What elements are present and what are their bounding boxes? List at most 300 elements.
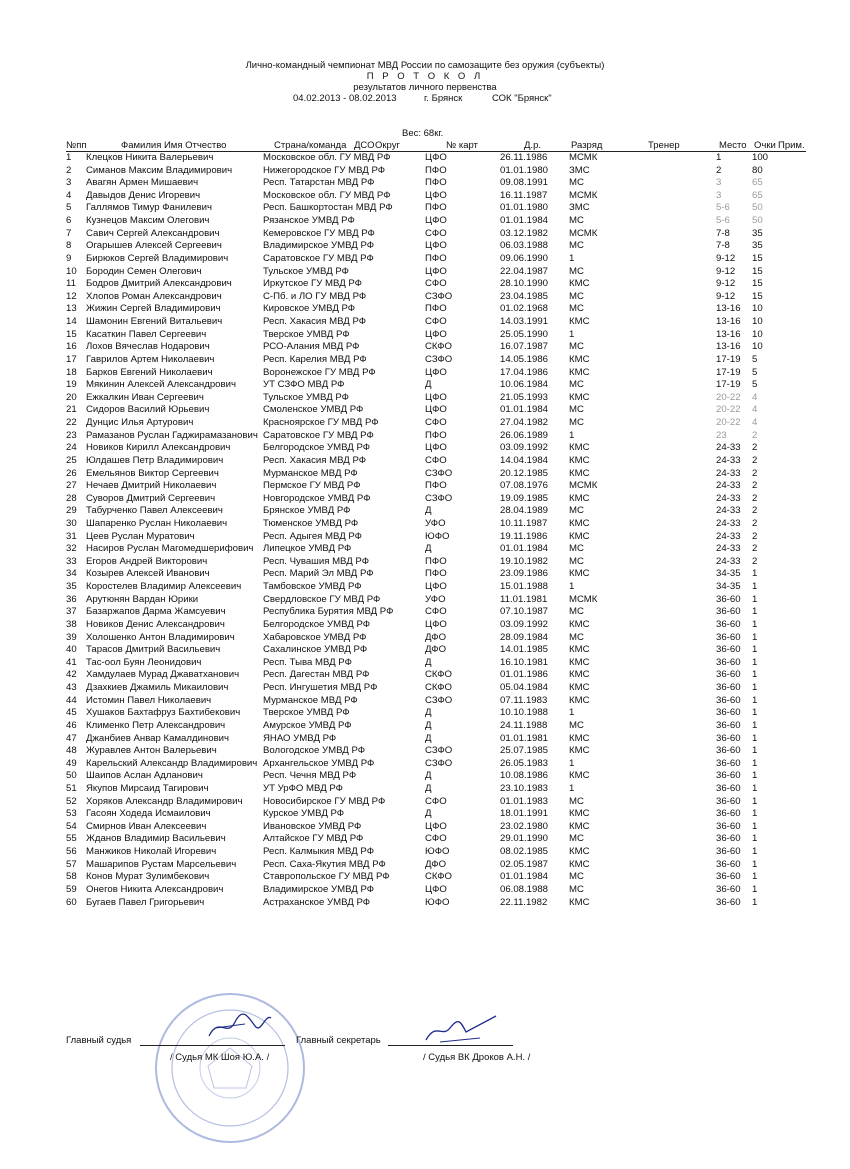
col-name: Фамилия Имя Отчество bbox=[121, 140, 227, 151]
cell-sport-rank: 1 bbox=[569, 581, 575, 593]
cell-athlete-name: Огарышев Алексей Сергеевич bbox=[86, 240, 222, 252]
cell-athlete-name: Холошенко Антон Владимирович bbox=[86, 631, 235, 643]
cell-sport-rank: КМС bbox=[569, 770, 590, 782]
cell-team-name: Новгородское УМВД РФ bbox=[263, 492, 371, 504]
cell-team-name: Саратовское ГУ МВД РФ bbox=[263, 252, 374, 264]
cell-team-name: Амурское УМВД РФ bbox=[263, 719, 352, 731]
table-row bbox=[0, 379, 850, 392]
cell-place: 24-33 bbox=[716, 442, 741, 454]
cell-district: УФО bbox=[425, 593, 446, 605]
cell-row-number: 33 bbox=[66, 555, 77, 567]
cell-birth-date: 07.08.1976 bbox=[500, 480, 549, 492]
cell-row-number: 9 bbox=[66, 252, 72, 264]
cell-points: 1 bbox=[752, 808, 758, 820]
protocol-title: Лично-командный чемпионат МВД России по самозащите без оружия (субъекты) bbox=[245, 60, 605, 71]
cell-birth-date: 10.11.1987 bbox=[500, 517, 548, 529]
cell-athlete-name: Тас-оол Буян Леонидович bbox=[86, 656, 202, 668]
cell-sport-rank: КМС bbox=[569, 618, 590, 630]
cell-place: 17-19 bbox=[716, 366, 741, 378]
table-row bbox=[0, 493, 850, 506]
cell-sport-rank: МС bbox=[569, 543, 584, 555]
cell-athlete-name: Манжиков Николай Игоревич bbox=[86, 846, 217, 858]
cell-row-number: 54 bbox=[66, 820, 77, 832]
cell-place: 36-60 bbox=[716, 707, 741, 719]
cell-athlete-name: Бугаев Павел Григорьевич bbox=[86, 896, 205, 908]
cell-place: 36-60 bbox=[716, 745, 741, 757]
cell-district: ПФО bbox=[425, 568, 447, 580]
cell-place: 3 bbox=[716, 189, 722, 201]
cell-sport-rank: КМС bbox=[569, 669, 590, 681]
cell-points: 1 bbox=[752, 757, 758, 769]
cell-place: 24-33 bbox=[716, 454, 741, 466]
cell-team-name: Кемеровское ГУ МВД РФ bbox=[263, 227, 375, 239]
cell-place: 36-60 bbox=[716, 846, 741, 858]
cell-sport-rank: 1 bbox=[569, 707, 575, 719]
cell-athlete-name: Бородин Семен Олегович bbox=[86, 265, 202, 277]
cell-athlete-name: Джанбиев Анвар Камалдинович bbox=[86, 732, 230, 744]
cell-district: Д bbox=[425, 379, 432, 391]
cell-team-name: Сахалинское УМВД РФ bbox=[263, 644, 368, 656]
cell-points: 1 bbox=[752, 846, 758, 858]
cell-athlete-name: Нечаев Дмитрий Николаевич bbox=[86, 480, 217, 492]
cell-birth-date: 02.05.1987 bbox=[500, 858, 549, 870]
cell-place: 36-60 bbox=[716, 606, 741, 618]
cell-sport-rank: МС bbox=[569, 871, 584, 883]
cell-district: ЦФО bbox=[425, 618, 447, 630]
cell-points: 2 bbox=[752, 454, 758, 466]
cell-athlete-name: Цеев Руслан Муратович bbox=[86, 530, 195, 542]
cell-district: СКФО bbox=[425, 871, 452, 883]
cell-sport-rank: КМС bbox=[569, 896, 590, 908]
cell-district: ПФО bbox=[425, 303, 447, 315]
col-card: № карт bbox=[446, 140, 478, 151]
cell-place: 36-60 bbox=[716, 618, 741, 630]
cell-row-number: 60 bbox=[66, 896, 77, 908]
cell-sport-rank: МС bbox=[569, 177, 584, 189]
cell-athlete-name: Сидоров Василий Юрьевич bbox=[86, 404, 210, 416]
table-row bbox=[0, 543, 850, 556]
cell-birth-date: 01.01.1984 bbox=[500, 871, 549, 883]
cell-team-name: Респ. Хакасия МВД РФ bbox=[263, 454, 367, 466]
cell-athlete-name: Хоряков Александр Владимирович bbox=[86, 795, 243, 807]
cell-team-name: УТ СЗФО МВД РФ bbox=[263, 379, 345, 391]
table-row bbox=[0, 455, 850, 468]
cell-athlete-name: Бирюков Сергей Владимирович bbox=[86, 252, 229, 264]
cell-place: 13-16 bbox=[716, 341, 741, 353]
cell-athlete-name: Тарасов Дмитрий Васильевич bbox=[86, 644, 221, 656]
cell-district: ЦФО bbox=[425, 152, 447, 163]
cell-team-name: Респ. Татарстан МВД РФ bbox=[263, 177, 375, 189]
event-dates: 04.02.2013 - 08.02.2013 bbox=[293, 93, 397, 104]
protocol-subtitle: результатов личного первенства bbox=[353, 82, 497, 93]
cell-sport-rank: 1 bbox=[569, 328, 575, 340]
cell-points: 1 bbox=[752, 669, 758, 681]
cell-place: 17-19 bbox=[716, 353, 741, 365]
cell-sport-rank: КМС bbox=[569, 745, 590, 757]
cell-points: 1 bbox=[752, 682, 758, 694]
cell-district: СФО bbox=[425, 417, 447, 429]
cell-birth-date: 25.05.1990 bbox=[500, 328, 549, 340]
cell-row-number: 19 bbox=[66, 379, 77, 391]
cell-sport-rank: КМС bbox=[569, 316, 590, 328]
table-row bbox=[0, 897, 850, 910]
cell-athlete-name: Лохов Вячеслав Нодарович bbox=[86, 341, 210, 353]
cell-team-name: Тульское УМВД РФ bbox=[263, 265, 349, 277]
cell-athlete-name: Суворов Дмитрий Сергеевич bbox=[86, 492, 216, 504]
table-row bbox=[0, 644, 850, 657]
judge-signature bbox=[205, 1008, 275, 1043]
cell-place: 23 bbox=[716, 429, 727, 441]
cell-place: 2 bbox=[716, 164, 722, 176]
cell-row-number: 28 bbox=[66, 492, 77, 504]
cell-points: 15 bbox=[752, 252, 763, 264]
cell-birth-date: 01.01.1980 bbox=[500, 202, 549, 214]
cell-points: 1 bbox=[752, 883, 758, 895]
cell-district: Д bbox=[425, 656, 432, 668]
cell-birth-date: 23.09.1986 bbox=[500, 568, 549, 580]
cell-points: 1 bbox=[752, 618, 758, 630]
table-row bbox=[0, 165, 850, 178]
cell-row-number: 52 bbox=[66, 795, 77, 807]
cell-sport-rank: 1 bbox=[569, 252, 575, 264]
cell-points: 1 bbox=[752, 745, 758, 757]
cell-place: 9-12 bbox=[716, 290, 736, 302]
cell-row-number: 14 bbox=[66, 316, 77, 328]
cell-district: ЦФО bbox=[425, 366, 447, 378]
cell-sport-rank: МС bbox=[569, 833, 584, 845]
cell-district: ЦФО bbox=[425, 240, 447, 252]
cell-birth-date: 03.09.1992 bbox=[500, 618, 549, 630]
cell-birth-date: 16.07.1987 bbox=[500, 341, 549, 353]
cell-place: 7-8 bbox=[716, 240, 730, 252]
cell-place: 9-12 bbox=[716, 265, 736, 277]
cell-district: СЗФО bbox=[425, 290, 453, 302]
cell-district: ЦФО bbox=[425, 883, 447, 895]
cell-athlete-name: Коростелев Владимир Алексеевич bbox=[86, 581, 242, 593]
cell-row-number: 1 bbox=[66, 152, 72, 163]
cell-birth-date: 10.06.1984 bbox=[500, 379, 549, 391]
cell-place: 1 bbox=[716, 152, 722, 163]
cell-district: Д bbox=[425, 808, 432, 820]
cell-district: ПФО bbox=[425, 252, 447, 264]
cell-row-number: 39 bbox=[66, 631, 77, 643]
cell-points: 2 bbox=[752, 429, 758, 441]
cell-place: 13-16 bbox=[716, 316, 741, 328]
cell-athlete-name: Хамдулаев Мурад Джаватханович bbox=[86, 669, 240, 681]
cell-athlete-name: Хушаков Бахтафруз Бахтибекович bbox=[86, 707, 241, 719]
cell-team-name: Ивановское УМВД РФ bbox=[263, 820, 362, 832]
cell-birth-date: 07.11.1983 bbox=[500, 694, 548, 706]
cell-row-number: 48 bbox=[66, 745, 77, 757]
cell-birth-date: 27.04.1982 bbox=[500, 417, 549, 429]
cell-team-name: Вологодское УМВД РФ bbox=[263, 745, 366, 757]
cell-district: СФО bbox=[425, 227, 447, 239]
cell-sport-rank: КМС bbox=[569, 644, 590, 656]
cell-points: 1 bbox=[752, 707, 758, 719]
cell-sport-rank: МС bbox=[569, 555, 584, 567]
cell-team-name: Астраханское УМВД РФ bbox=[263, 896, 371, 908]
col-okrug: Округ bbox=[375, 140, 400, 151]
col-bd: Д.р. bbox=[524, 140, 541, 151]
cell-birth-date: 14.05.1986 bbox=[500, 353, 549, 365]
cell-athlete-name: Касаткин Павел Сергеевич bbox=[86, 328, 207, 340]
cell-athlete-name: Смирнов Иван Алексеевич bbox=[86, 820, 207, 832]
cell-row-number: 42 bbox=[66, 669, 77, 681]
cell-team-name: Тамбовское УМВД РФ bbox=[263, 581, 362, 593]
cell-points: 5 bbox=[752, 353, 758, 365]
cell-team-name: Респ. Тыва МВД РФ bbox=[263, 656, 352, 668]
cell-team-name: ЯНАО УМВД РФ bbox=[263, 732, 337, 744]
cell-points: 1 bbox=[752, 732, 758, 744]
cell-athlete-name: Насиров Руслан Магомедшерифович bbox=[86, 543, 254, 555]
cell-points: 5 bbox=[752, 379, 758, 391]
table-row bbox=[0, 505, 850, 518]
cell-team-name: Свердловское ГУ МВД РФ bbox=[263, 593, 381, 605]
table-row bbox=[0, 556, 850, 569]
cell-points: 1 bbox=[752, 694, 758, 706]
cell-sport-rank: МС bbox=[569, 719, 584, 731]
cell-points: 4 bbox=[752, 404, 758, 416]
table-row bbox=[0, 531, 850, 544]
cell-points: 15 bbox=[752, 290, 763, 302]
cell-team-name: С-Пб. и ЛО ГУ МВД РФ bbox=[263, 290, 367, 302]
cell-team-name: Нижегородское ГУ МВД РФ bbox=[263, 164, 386, 176]
table-header bbox=[66, 139, 806, 152]
cell-sport-rank: МС bbox=[569, 265, 584, 277]
cell-birth-date: 22.04.1987 bbox=[500, 265, 549, 277]
cell-team-name: Тверское УМВД РФ bbox=[263, 707, 350, 719]
cell-place: 36-60 bbox=[716, 757, 741, 769]
cell-athlete-name: Егоров Андрей Викторович bbox=[86, 555, 208, 567]
cell-sport-rank: КМС bbox=[569, 846, 590, 858]
cell-sport-rank: КМС bbox=[569, 454, 590, 466]
cell-points: 100 bbox=[752, 152, 769, 163]
cell-birth-date: 16.11.1987 bbox=[500, 189, 548, 201]
table-row bbox=[0, 303, 850, 316]
cell-team-name: Тверское УМВД РФ bbox=[263, 328, 350, 340]
cell-row-number: 6 bbox=[66, 215, 72, 227]
cell-birth-date: 23.02.1980 bbox=[500, 820, 549, 832]
cell-row-number: 15 bbox=[66, 328, 77, 340]
cell-points: 65 bbox=[752, 177, 763, 189]
cell-district: ПФО bbox=[425, 177, 447, 189]
cell-birth-date: 08.02.1985 bbox=[500, 846, 549, 858]
cell-team-name: Тюменское УМВД РФ bbox=[263, 517, 359, 529]
cell-sport-rank: КМС bbox=[569, 732, 590, 744]
cell-district: Д bbox=[425, 719, 432, 731]
event-venue: СОК "Брянск" bbox=[492, 93, 552, 104]
secretary-name: / Судья ВК Дроков А.Н. / bbox=[423, 1052, 531, 1063]
cell-sport-rank: МС bbox=[569, 341, 584, 353]
cell-sport-rank: МСМК bbox=[569, 189, 598, 201]
cell-row-number: 41 bbox=[66, 656, 77, 668]
col-coach: Тренер bbox=[648, 140, 680, 151]
cell-team-name: Московское обл. ГУ МВД РФ bbox=[263, 189, 391, 201]
cell-team-name: Белгородское УМВД РФ bbox=[263, 618, 371, 630]
cell-row-number: 10 bbox=[66, 265, 77, 277]
cell-sport-rank: МС bbox=[569, 417, 584, 429]
cell-place: 17-19 bbox=[716, 379, 741, 391]
table-row bbox=[0, 632, 850, 645]
cell-athlete-name: Гаврилов Артем Николаевич bbox=[86, 353, 215, 365]
cell-athlete-name: Галлямов Тимур Фанилевич bbox=[86, 202, 212, 214]
cell-athlete-name: Клецков Никита Валерьевич bbox=[86, 152, 214, 163]
cell-place: 24-33 bbox=[716, 530, 741, 542]
cell-athlete-name: Давыдов Денис Игоревич bbox=[86, 189, 201, 201]
cell-points: 1 bbox=[752, 896, 758, 908]
cell-place: 9-12 bbox=[716, 252, 736, 264]
cell-points: 80 bbox=[752, 164, 763, 176]
cell-team-name: Красноярское ГУ МВД РФ bbox=[263, 417, 379, 429]
cell-team-name: Мурманское МВД РФ bbox=[263, 694, 358, 706]
cell-row-number: 38 bbox=[66, 618, 77, 630]
table-row bbox=[0, 695, 850, 708]
cell-row-number: 56 bbox=[66, 846, 77, 858]
cell-place: 36-60 bbox=[716, 631, 741, 643]
protocol-heading: П Р О Т О К О Л bbox=[366, 71, 484, 82]
cell-district: ЮФО bbox=[425, 530, 450, 542]
cell-district: ЦФО bbox=[425, 189, 447, 201]
cell-row-number: 44 bbox=[66, 694, 77, 706]
cell-district: СКФО bbox=[425, 682, 452, 694]
cell-birth-date: 17.04.1986 bbox=[500, 366, 549, 378]
cell-athlete-name: Барков Евгений Николаевич bbox=[86, 366, 213, 378]
cell-row-number: 20 bbox=[66, 391, 77, 403]
cell-sport-rank: МС bbox=[569, 795, 584, 807]
cell-row-number: 5 bbox=[66, 202, 72, 214]
table-row bbox=[0, 177, 850, 190]
cell-team-name: Респ. Чувашия МВД РФ bbox=[263, 555, 369, 567]
cell-athlete-name: Кузнецов Максим Олегович bbox=[86, 215, 210, 227]
table-row bbox=[0, 518, 850, 531]
cell-row-number: 46 bbox=[66, 719, 77, 731]
cell-team-name: Респ. Марий Эл МВД РФ bbox=[263, 568, 374, 580]
cell-row-number: 18 bbox=[66, 366, 77, 378]
table-row bbox=[0, 442, 850, 455]
cell-team-name: Архангельское УМВД РФ bbox=[263, 757, 375, 769]
cell-sport-rank: МС bbox=[569, 606, 584, 618]
cell-place: 24-33 bbox=[716, 467, 741, 479]
cell-athlete-name: Конов Мурат Зулимбекович bbox=[86, 871, 210, 883]
cell-sport-rank: КМС bbox=[569, 517, 590, 529]
cell-points: 1 bbox=[752, 606, 758, 618]
cell-place: 36-60 bbox=[716, 593, 741, 605]
cell-sport-rank: ЗМС bbox=[569, 164, 590, 176]
cell-team-name: Тульское УМВД РФ bbox=[263, 391, 349, 403]
cell-place: 9-12 bbox=[716, 278, 736, 290]
cell-sport-rank: КМС bbox=[569, 353, 590, 365]
cell-points: 1 bbox=[752, 631, 758, 643]
cell-birth-date: 06.08.1988 bbox=[500, 883, 549, 895]
cell-athlete-name: Авагян Армен Мишаевич bbox=[86, 177, 199, 189]
cell-birth-date: 01.01.1984 bbox=[500, 215, 549, 227]
cell-athlete-name: Истомин Павел Николаевич bbox=[86, 694, 212, 706]
cell-place: 36-60 bbox=[716, 820, 741, 832]
cell-birth-date: 15.01.1988 bbox=[500, 581, 549, 593]
table-row bbox=[0, 821, 850, 834]
cell-district: ДФО bbox=[425, 644, 447, 656]
cell-row-number: 23 bbox=[66, 429, 77, 441]
table-row bbox=[0, 253, 850, 266]
table-row bbox=[0, 606, 850, 619]
cell-birth-date: 06.03.1988 bbox=[500, 240, 549, 252]
cell-place: 34-35 bbox=[716, 568, 741, 580]
col-team: Страна/команда bbox=[274, 140, 347, 151]
cell-sport-rank: КМС bbox=[569, 492, 590, 504]
table-row bbox=[0, 468, 850, 481]
cell-district: ЦФО bbox=[425, 442, 447, 454]
table-row bbox=[0, 266, 850, 279]
cell-row-number: 26 bbox=[66, 467, 77, 479]
cell-district: УФО bbox=[425, 517, 446, 529]
cell-birth-date: 11.01.1981 bbox=[500, 593, 548, 605]
cell-points: 65 bbox=[752, 189, 763, 201]
cell-row-number: 55 bbox=[66, 833, 77, 845]
cell-district: ПФО bbox=[425, 202, 447, 214]
col-place: Место bbox=[719, 140, 747, 151]
cell-points: 2 bbox=[752, 467, 758, 479]
cell-row-number: 2 bbox=[66, 164, 72, 176]
cell-athlete-name: Журавлев Антон Валерьевич bbox=[86, 745, 217, 757]
cell-team-name: Респ. Карелия МВД РФ bbox=[263, 353, 367, 365]
table-row bbox=[0, 833, 850, 846]
cell-district: ЦФО bbox=[425, 581, 447, 593]
col-rank: Разряд bbox=[571, 140, 603, 151]
cell-row-number: 59 bbox=[66, 883, 77, 895]
cell-birth-date: 19.10.1982 bbox=[500, 555, 549, 567]
cell-row-number: 31 bbox=[66, 530, 77, 542]
table-row bbox=[0, 581, 850, 594]
cell-team-name: Мурманское МВД РФ bbox=[263, 467, 358, 479]
cell-athlete-name: Юлдашев Петр Владимирович bbox=[86, 454, 224, 466]
cell-place: 5-6 bbox=[716, 215, 730, 227]
cell-points: 50 bbox=[752, 215, 763, 227]
cell-team-name: Респ. Чечня МВД РФ bbox=[263, 770, 357, 782]
cell-team-name: Владимирское УМВД РФ bbox=[263, 883, 375, 895]
cell-place: 36-60 bbox=[716, 833, 741, 845]
cell-team-name: Респ. Дагестан МВД РФ bbox=[263, 669, 370, 681]
table-row bbox=[0, 202, 850, 215]
cell-athlete-name: Хлопов Роман Александрович bbox=[86, 290, 222, 302]
cell-district: Д bbox=[425, 770, 432, 782]
cell-birth-date: 14.03.1991 bbox=[500, 316, 549, 328]
cell-points: 15 bbox=[752, 265, 763, 277]
table-row bbox=[0, 720, 850, 733]
cell-row-number: 37 bbox=[66, 606, 77, 618]
cell-place: 36-60 bbox=[716, 682, 741, 694]
cell-district: СФО bbox=[425, 606, 447, 618]
cell-birth-date: 16.10.1981 bbox=[500, 656, 549, 668]
cell-birth-date: 19.09.1985 bbox=[500, 492, 549, 504]
cell-sport-rank: МС bbox=[569, 290, 584, 302]
cell-birth-date: 14.01.1985 bbox=[500, 644, 549, 656]
cell-place: 5-6 bbox=[716, 202, 730, 214]
cell-points: 50 bbox=[752, 202, 763, 214]
cell-place: 24-33 bbox=[716, 492, 741, 504]
cell-district: ЦФО bbox=[425, 391, 447, 403]
table-row bbox=[0, 568, 850, 581]
cell-place: 36-60 bbox=[716, 669, 741, 681]
cell-team-name: Ставропольское ГУ МВД РФ bbox=[263, 871, 390, 883]
cell-row-number: 4 bbox=[66, 189, 72, 201]
cell-birth-date: 01.01.1984 bbox=[500, 543, 549, 555]
table-row bbox=[0, 808, 850, 821]
table-row bbox=[0, 619, 850, 632]
cell-sport-rank: МС bbox=[569, 883, 584, 895]
cell-points: 35 bbox=[752, 240, 763, 252]
cell-place: 36-60 bbox=[716, 719, 741, 731]
cell-sport-rank: 1 bbox=[569, 783, 575, 794]
